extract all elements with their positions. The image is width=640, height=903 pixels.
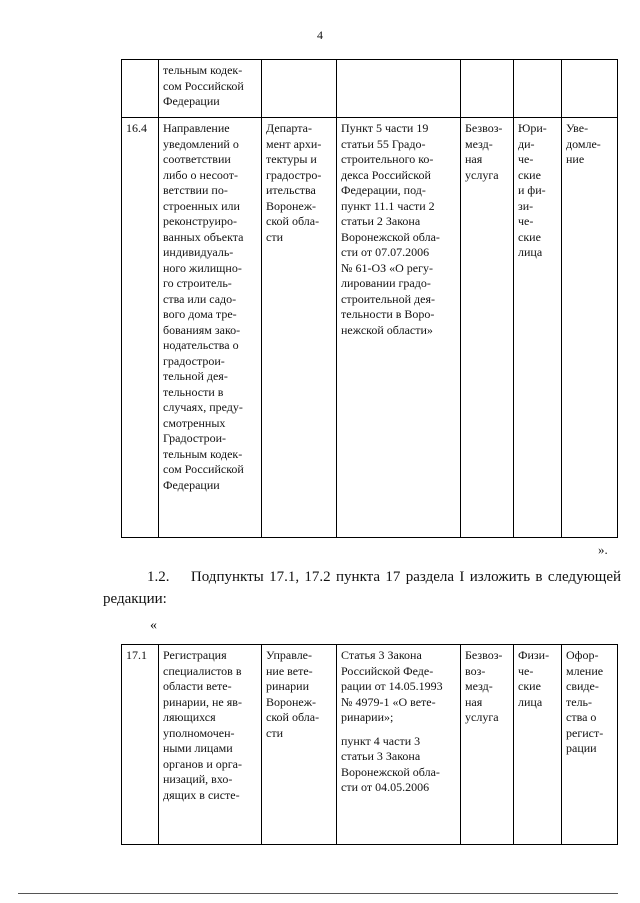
cell-legal-basis [337,60,461,118]
text-line: статьи 2 Закона [341,214,421,228]
cell-description [159,118,262,538]
text-line: строительной дея- [341,291,435,306]
text-line: Воронеж- [266,198,317,213]
text-line: пункт 11.1 части 2 [341,198,435,213]
text-line: ские [518,679,541,693]
text-line: Федерации [163,94,220,108]
cell-payment [461,60,514,118]
text-line: мезд- [465,136,493,151]
text-line: сти от 07.07.2006 [341,245,430,259]
text-line: лица [518,694,543,709]
text-line: декса Российской [341,167,431,182]
services-table-new [121,644,618,845]
bottom-rule [18,893,618,894]
text-line: ди- [518,136,535,151]
closing-quote-mark: ». [598,542,608,557]
text-line: мент архи- [266,136,322,151]
text-line: пункт 4 части 3 [341,733,421,748]
text-line: градострои- [163,353,225,368]
text-line: ства или садо- [163,291,237,306]
text-line: ринарии»; [341,710,394,724]
text-line: ными лицами [163,741,233,755]
text-line: реконструиро- [163,214,237,228]
text-line: дящих в систе- [163,787,240,802]
text-line: тельной дея- [163,369,228,383]
text-line: че- [518,663,534,678]
text-line: го строитель- [163,276,232,290]
text-line: ской обла- [266,710,320,724]
text-line: тектуры и [266,152,317,166]
cell-number [122,60,159,118]
text-line: Федерации, под- [341,183,426,197]
text-line: че- [518,152,534,166]
text-line: тельным кодек- [163,63,243,77]
text-line: области вете- [163,679,232,693]
text-line: случаях, преду- [163,400,243,414]
cell-result [562,645,618,845]
text-line: мезд- [465,679,493,693]
services-table-continued [121,59,618,538]
text-line: вого дома тре- [163,307,237,321]
text-line: ние [566,152,585,166]
text-line: № 61-ОЗ «О регу- [341,260,434,275]
paragraph-line-1 [111,566,621,588]
table-row-17-1 [122,645,618,845]
cell-authority [262,645,337,845]
text-line: тельности в Воро- [341,307,435,321]
text-line: градостро- [266,167,322,182]
cell-recipients [514,645,562,845]
legal-basis-part-2 [341,734,456,796]
text-line: мление [566,663,604,678]
text-line: смотренных [163,415,226,430]
text-line: Офор- [566,648,599,662]
text-line: Воронеж- [266,694,317,709]
text-line: ляющихся [163,710,216,724]
text-line: рации от 14.05.1993 [341,679,443,693]
text-line: и фи- [518,183,546,197]
text-line: ринарии [266,679,310,693]
text-line: Пункт 5 части 19 [341,121,429,135]
cell-number: 17.1 [122,645,159,845]
text-line: ние вете- [266,663,313,678]
text-line: ской обла- [266,214,320,228]
text-line: лировании градо- [341,276,431,290]
cell-recipients [514,118,562,538]
cell-payment [461,645,514,845]
cell-authority [262,60,337,118]
text-line: строенных или [163,198,240,213]
text-line: статьи 55 Градо- [341,136,426,151]
text-line: Юри- [518,121,547,135]
text-line: ная [465,694,483,709]
cell-number: 16.4 [122,118,159,538]
text-line: тельным кодек- [163,446,243,461]
table-row-continuation [122,60,618,118]
text-line: органов и орга- [163,756,243,771]
text-line: строительного ко- [341,152,434,166]
text-line: свиде- [566,679,599,693]
text-line: ские [518,167,541,182]
text-line: ительства [266,183,316,197]
text-line: ванных объекта [163,229,244,244]
cell-result [562,60,618,118]
text-line: рации [566,741,597,755]
text-line: бованиям зако- [163,322,241,337]
text-line: ские [518,229,541,244]
text-line: ного жилищно- [163,260,242,275]
cell-description [159,645,262,845]
text-line: индивидуаль- [163,245,234,259]
text-line: специалистов в [163,663,242,678]
text-line: соответствии [163,152,231,166]
legal-basis-part-1 [341,648,456,726]
text-line: Воронежской обла- [341,229,440,244]
cell-legal-basis [337,645,461,845]
text-line: че- [518,214,534,228]
text-line: Градострои- [163,431,227,445]
text-line: тель- [566,694,593,709]
text-line: ринарии, не яв- [163,694,242,709]
cell-result [562,118,618,538]
text-line: сом Российской [163,462,244,476]
text-line: регист- [566,725,604,740]
table-row-16-4 [122,118,618,538]
text-line: сом Российской [163,78,244,93]
text-line: Федерации [163,477,220,492]
text-line: Статья 3 Закона [341,648,422,662]
cell-authority [262,118,337,538]
text-line: Направление [163,121,230,135]
text-line: уполномочен- [163,725,235,740]
cell-payment [461,118,514,538]
text-line: тельности в [163,384,224,399]
text-line: сти [266,229,283,244]
cell-description [159,60,262,118]
opening-quote-mark: « [150,618,157,633]
paragraph-line-2: редакции: [103,591,167,607]
text-line: либо о несоот- [163,167,238,182]
cell-recipients [514,60,562,118]
paragraph-text-1: Подпункты 17.1, 17.2 пункта 17 раздела I изложить в следующей [190,569,622,585]
text-line: Уве- [566,121,589,135]
text-line: Безвоз- [465,121,503,135]
paragraph-number: 1.2. [147,569,170,585]
text-line: Российской Феде- [341,663,434,678]
text-line: услуга [465,167,499,182]
text-line: нодательства о [163,338,239,352]
amendment-paragraph [103,566,622,610]
text-line: ветствии по- [163,183,228,197]
text-line: низаций, вхо- [163,772,233,786]
text-line: домле- [566,136,601,151]
text-line: Безвоз- [465,648,503,662]
cell-legal-basis [337,118,461,538]
text-line: зи- [518,198,534,213]
text-line: ная [465,152,483,166]
text-line: № 4979-1 «О вете- [341,694,436,709]
text-line: ства о [566,710,597,724]
text-line: лица [518,245,543,259]
text-line: сти от 04.05.2006 [341,780,430,794]
text-line: сти [266,725,283,740]
text-line: Регистрация [163,648,227,662]
page-number: 4 [317,28,323,42]
text-line: Воронежской обла- [341,764,440,779]
text-line: Департа- [266,121,312,135]
text-line: Физи- [518,648,550,662]
text-line: уведомлений о [163,136,239,151]
text-line: услуга [465,710,499,724]
text-line: воз- [465,663,486,678]
text-line: Управле- [266,648,313,662]
text-line: нежской области» [341,322,433,337]
text-line: статьи 3 Закона [341,749,421,763]
